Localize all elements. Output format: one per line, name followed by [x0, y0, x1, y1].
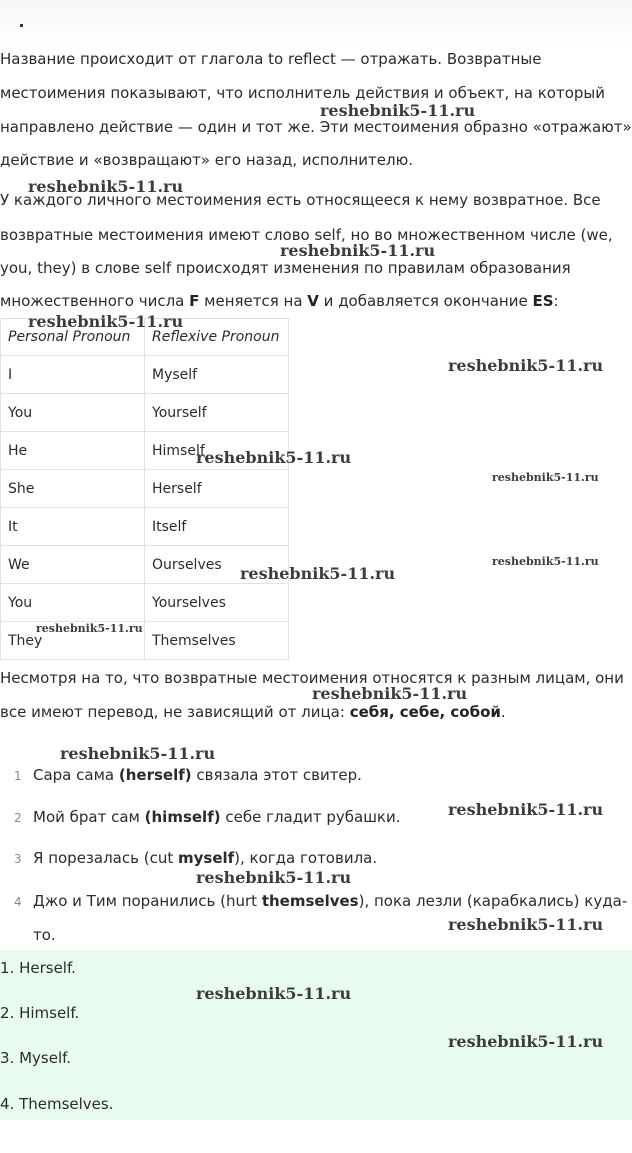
exercise-number: 3 — [14, 852, 22, 866]
personal-cell: It — [1, 508, 145, 546]
watermark: reshebnik5-11.ru — [448, 1032, 604, 1051]
intro-line-8-part-b: меняется на — [199, 292, 308, 310]
ending-es: ES — [532, 292, 554, 310]
watermark: reshebnik5-11.ru — [36, 622, 143, 635]
pronoun-table — [0, 318, 289, 660]
note-line-2-part-a: все имеют перевод, не зависящий от лица: — [0, 703, 350, 721]
reflexive-cell: Ourselves — [145, 546, 289, 584]
watermark: reshebnik5-11.ru — [448, 915, 604, 934]
exercise-number: 2 — [14, 811, 22, 825]
watermark: reshebnik5-11.ru — [196, 984, 352, 1003]
exercise-item — [33, 892, 627, 910]
intro-line-8 — [0, 292, 632, 310]
intro-line-8-part-c: и добавляется окончание — [318, 292, 533, 310]
table-row — [1, 508, 289, 546]
watermark: reshebnik5-11.ru — [492, 555, 599, 568]
exercise-text-c: ), пока лезли (карабкались) куда- — [358, 892, 628, 910]
exercise-highlight: (himself) — [144, 808, 221, 826]
personal-cell: You — [1, 584, 145, 622]
personal-cell: We — [1, 546, 145, 584]
intro-line-4: действие и «возвращают» его назад, исполнителю. — [0, 151, 413, 169]
note-line-2-part-c: . — [500, 703, 506, 721]
reflexive-cell: Themselves — [145, 622, 289, 660]
reflexive-cell: Herself — [145, 470, 289, 508]
intro-line-7: you, they) в слове self происходят изменения по правилам образования — [0, 259, 571, 277]
exercise-item — [33, 808, 401, 826]
watermark: reshebnik5-11.ru — [196, 868, 352, 887]
personal-cell: I — [1, 356, 145, 394]
watermark: reshebnik5-11.ru — [312, 684, 468, 703]
table-row — [1, 470, 289, 508]
note-line-2 — [0, 703, 632, 721]
exercise-text-a: Мой брат сам — [33, 808, 145, 826]
exercise-item — [33, 849, 377, 867]
intro-line-3: направлено действие — один и тот же. Эти местоимения образно «отражают» — [0, 118, 632, 136]
answer-item: 2. Himself. — [0, 1004, 80, 1022]
personal-cell: She — [1, 470, 145, 508]
exercise-text-c: связала этот свитер. — [191, 766, 362, 784]
intro-line-1: Название происходит от глагола to reflect — отражать. Возвратные — [0, 50, 542, 68]
watermark: reshebnik5-11.ru — [280, 241, 436, 260]
exercise-item-continuation: то. — [33, 926, 56, 944]
watermark: reshebnik5-11.ru — [28, 312, 184, 331]
answer-item: 3. Myself. — [0, 1049, 72, 1067]
answer-item: 1. Herself. — [0, 959, 76, 977]
note-line-1: Несмотря на то, что возвратные местоимения относятся к разным лицам, они — [0, 669, 624, 687]
intro-line-8-part-a: множественного числа — [0, 292, 190, 310]
header-reflexive: Reflexive Pronoun — [145, 319, 289, 356]
table-row — [1, 356, 289, 394]
personal-cell: He — [1, 432, 145, 470]
exercise-highlight: (herself) — [118, 766, 192, 784]
top-bar-mark — [20, 24, 23, 27]
watermark: reshebnik5-11.ru — [448, 800, 604, 819]
personal-cell: They — [1, 622, 145, 660]
reflexive-cell: Yourselves — [145, 584, 289, 622]
exercise-item — [33, 766, 362, 784]
watermark: reshebnik5-11.ru — [240, 564, 396, 583]
translation-words: себя, себе, собой — [349, 703, 501, 721]
watermark: reshebnik5-11.ru — [448, 356, 604, 375]
exercise-text-c: ), когда готовила. — [234, 849, 378, 867]
table-row — [1, 584, 289, 622]
reflexive-cell: Yourself — [145, 394, 289, 432]
exercise-number: 1 — [14, 769, 22, 783]
exercise-text-c: себе гладит рубашки. — [220, 808, 401, 826]
intro-line-6: возвратные местоимения имеют слово self, но во множественном числе (we, — [0, 226, 613, 244]
top-bar — [0, 0, 632, 46]
exercise-number: 4 — [14, 895, 22, 909]
watermark: reshebnik5-11.ru — [60, 744, 216, 763]
watermark: reshebnik5-11.ru — [492, 471, 599, 484]
answer-item: 4. Themselves. — [0, 1095, 114, 1113]
letter-v: V — [307, 292, 319, 310]
reflexive-cell: Myself — [145, 356, 289, 394]
exercise-highlight: themselves — [261, 892, 359, 910]
table-row — [1, 394, 289, 432]
intro-line-2: местоимения показывают, что исполнитель действия и объект, на который — [0, 84, 606, 102]
watermark: reshebnik5-11.ru — [28, 177, 184, 196]
watermark: reshebnik5-11.ru — [196, 448, 352, 467]
header-personal: Personal Pronoun — [1, 319, 145, 356]
exercise-text-a: Сара сама — [33, 766, 119, 784]
reflexive-cell: Himself — [145, 432, 289, 470]
intro-line-5: У каждого личного местоимения есть относящееся к нему возвратное. Все — [0, 191, 601, 209]
personal-cell: You — [1, 394, 145, 432]
watermark: reshebnik5-11.ru — [320, 101, 476, 120]
exercise-text-a: Джо и Тим поранились (hurt — [33, 892, 262, 910]
reflexive-cell: Itself — [145, 508, 289, 546]
letter-f: F — [189, 292, 200, 310]
intro-line-8-part-d: : — [553, 292, 559, 310]
exercise-highlight: myself — [177, 849, 235, 867]
exercise-text-a: Я порезалась (cut — [33, 849, 178, 867]
